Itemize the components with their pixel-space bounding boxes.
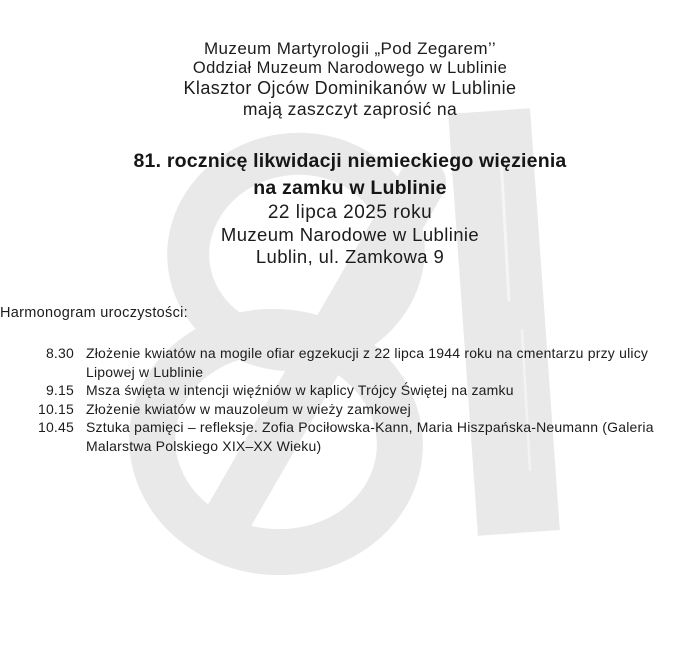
schedule-description: Złożenie kwiatów na mogile ofiar egzekucji z 22 lipca 1944 roku na cmentarzu przy ulicy Lipowej w Lublinie [86,345,649,380]
event-address: Lublin, ul. Zamkowa 9 [255,246,445,267]
event-venue: Muzeum Narodowe w Lublinie [220,224,480,245]
schedule-heading: Harmonogram uroczystości: [0,305,188,321]
event-title-line-1: 81. rocznicę likwidacji niemieckiego więzienia [133,150,567,172]
event-title-line-2: na zamku w Lublinie [253,177,447,199]
organizer-line-1: Muzeum Martyrologii „Pod Zegarem’’ [204,39,496,58]
organizer-line-2: Oddział Muzeum Narodowego w Lublinie [192,59,508,77]
invitation-lead: mają zaszczyt zaprosić na [242,99,458,119]
schedule-row [18,418,700,455]
schedule-row [18,344,700,381]
schedule-row [18,400,700,419]
organizer-line-3: Klasztor Ojców Dominikanów w Lublinie [183,78,517,98]
schedule-time: 9.15 [45,382,74,399]
event-title [0,148,700,202]
schedule-time: 8.30 [45,345,74,361]
schedule-time: 10.15 [37,400,74,417]
schedule-list [18,344,700,456]
schedule-time: 10.45 [37,419,74,436]
schedule-row [18,381,700,400]
schedule-description: Złożenie kwiatów w mauzoleum w wieży zamkowej [86,400,411,417]
event-date: 22 lipca 2025 roku [267,202,433,223]
schedule-description: Msza święta w intencji więźniów w kaplicy Trójcy Świętej na zamku [86,382,514,399]
schedule-description: Sztuka pamięci – refleksje. Zofia Pociłowska-Kann, Maria Hiszpańska-Neumann (Galeria Malarstwa Polskiego XIX–XX Wieku) [86,419,654,454]
schedule-section [0,305,700,456]
